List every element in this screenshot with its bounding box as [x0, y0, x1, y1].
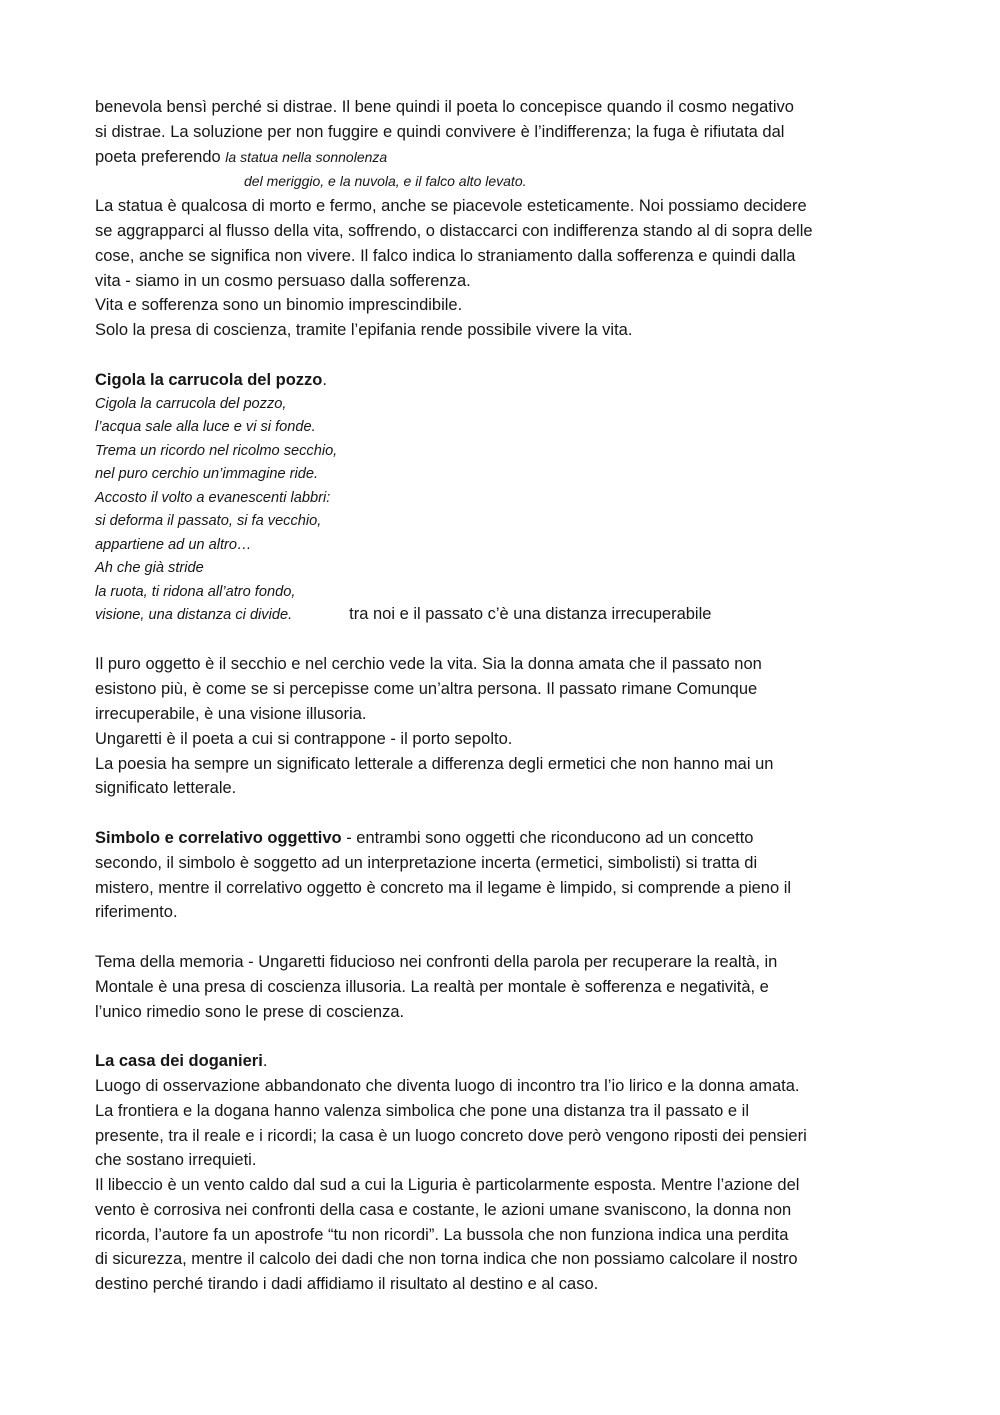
paragraph-line: Luogo di osservazione abbandonato che diventa luogo di incontro tra l’io lirico e la donna amata.: [95, 1076, 800, 1095]
paragraph-line: Il libeccio è un vento caldo dal sud a cui la Liguria è particolarmente esposta. Mentre l’azione del: [95, 1176, 800, 1195]
poem-title: [95, 368, 915, 393]
paragraph-line: secondo, il simbolo è soggetto ad un interpretazione incerta (ermetici, simbolisti) si tratta di: [95, 853, 758, 872]
paragraph-line: se aggrapparci al flusso della vita, soffrendo, o distaccarci con indifferenza stando al di sopra delle: [95, 221, 813, 240]
paragraph-line: si distrae. La soluzione per non fuggire e quindi convivere è l’indifferenza; la fuga è rifiutata dal: [95, 122, 785, 141]
quote-line: del meriggio, e la nuvola, e il falco alto levato.: [244, 173, 527, 190]
poem-line: la ruota, ti ridona all’atro fondo,: [95, 583, 296, 600]
paragraph-line: Il puro oggetto è il secchio e nel cerchio vede la vita. Sia la donna amata che il passato non: [95, 655, 762, 674]
paragraph-line: Ungaretti è il poeta a cui si contrappone - il porto sepolto.: [95, 729, 513, 748]
paragraph-line: benevola bensì perché si distrae. Il bene quindi il poeta lo concepisce quando il cosmo negativo: [95, 98, 794, 116]
paragraph-line: La statua è qualcosa di morto e fermo, anche se piacevole esteticamente. Noi possiamo decidere: [95, 197, 807, 216]
paragraph-line: ricorda, l’autore fa un apostrofe “tu non ricordi”. La bussola che non funziona indica una perdita: [95, 1225, 789, 1244]
poem-title-end: .: [322, 370, 327, 389]
paragraph-line: cose, anche se significa non vivere. Il falco indica lo straniamento dalla sofferenza e quindi dalla: [95, 246, 796, 265]
poem-line: Accosto il volto a evanescenti labbri:: [95, 489, 331, 506]
section-title-end: .: [262, 1052, 268, 1071]
paragraph-line: Vita e sofferenza sono un binomio imprescindibile.: [95, 296, 463, 315]
poem-line: nel puro cerchio un’immagine ride.: [95, 466, 319, 483]
poem-line: Ah che già stride: [95, 560, 204, 577]
paragraph-line: La poesia ha sempre un significato letterale a differenza degli ermetici che non hanno mai un: [95, 754, 774, 773]
document-page: [95, 95, 915, 1297]
paragraph-line: [95, 826, 915, 851]
paragraph-line: Solo la presa di coscienza, tramite l’epifania rende possibile vivere la vita.: [95, 321, 633, 340]
poem-line: si deforma il passato, si fa vecchio,: [95, 513, 322, 530]
paragraph-line: l’unico rimedio sono le prese di coscienza.: [95, 1002, 405, 1021]
paragraph-line: vita - siamo in un cosmo persuaso dalla sofferenza.: [95, 271, 471, 290]
poem-note: tra noi e il passato c’è una distanza irrecuperabile: [349, 605, 712, 624]
paragraph-line: presente, tra il reale e i ricordi; la casa è un luogo concreto dove però vengono riposti dei pensieri: [95, 1126, 807, 1145]
paragraph-line: destino perché tirando i dadi affidiamo il risultato al destino e al caso.: [95, 1275, 599, 1294]
paragraph-line: esistono più, è come se si percepisse come un’altra persona. Il passato rimane Comunque: [95, 680, 758, 699]
paragraph-line: irrecuperabile, è una visione illusoria.: [95, 704, 367, 723]
poem-line: visione, una distanza ci divide.: [95, 607, 293, 624]
poem-line: Trema un ricordo nel ricolmo secchio,: [95, 442, 338, 459]
text-span: poeta preferendo: [95, 147, 226, 166]
paragraph-line: significato letterale.: [95, 779, 237, 798]
paragraph-line: vento è corrosiva nei confronti della casa e costante, le azioni umane svaniscono, la donna non: [95, 1200, 792, 1219]
poem: [95, 393, 915, 628]
section-title-text: La casa dei doganieri: [95, 1052, 263, 1071]
quote-line: la statua nella sonnolenza: [225, 148, 388, 165]
poem-line: Cigola la carrucola del pozzo,: [95, 395, 287, 412]
paragraph-line: mistero, mentre il correlativo oggetto è concreto ma il legame è limpido, si comprende a pieno il: [95, 878, 792, 897]
paragraph-line: [95, 145, 915, 170]
text-span: - entrambi sono oggetti che riconducono ad un concetto: [341, 828, 754, 847]
poem-line: appartiene ad un altro…: [95, 536, 252, 553]
paragraph-line: Tema della memoria - Ungaretti fiducioso nei confronti della parola per recuperare la realtà, in: [95, 952, 778, 971]
poem-title-text: Cigola la carrucola del pozzo: [95, 370, 323, 389]
paragraph-line: che sostano irrequieti.: [95, 1151, 257, 1170]
section-term: Simbolo e correlativo oggettivo: [95, 828, 342, 847]
poem-line: l’acqua sale alla luce e vi si fonde.: [95, 419, 316, 436]
paragraph-line: riferimento.: [95, 903, 178, 922]
poem-last-row: [95, 604, 915, 628]
section-title: [95, 1049, 915, 1074]
paragraph-line: La frontiera e la dogana hanno valenza simbolica che pone una distanza tra il passato e il: [95, 1101, 750, 1120]
paragraph-line: di sicurezza, mentre il calcolo dei dadi che non torna indica che non possiamo calcolare il nostro: [95, 1250, 798, 1269]
paragraph-line: Montale è una presa di coscienza illusoria. La realtà per montale è sofferenza e negatività, e: [95, 977, 769, 996]
